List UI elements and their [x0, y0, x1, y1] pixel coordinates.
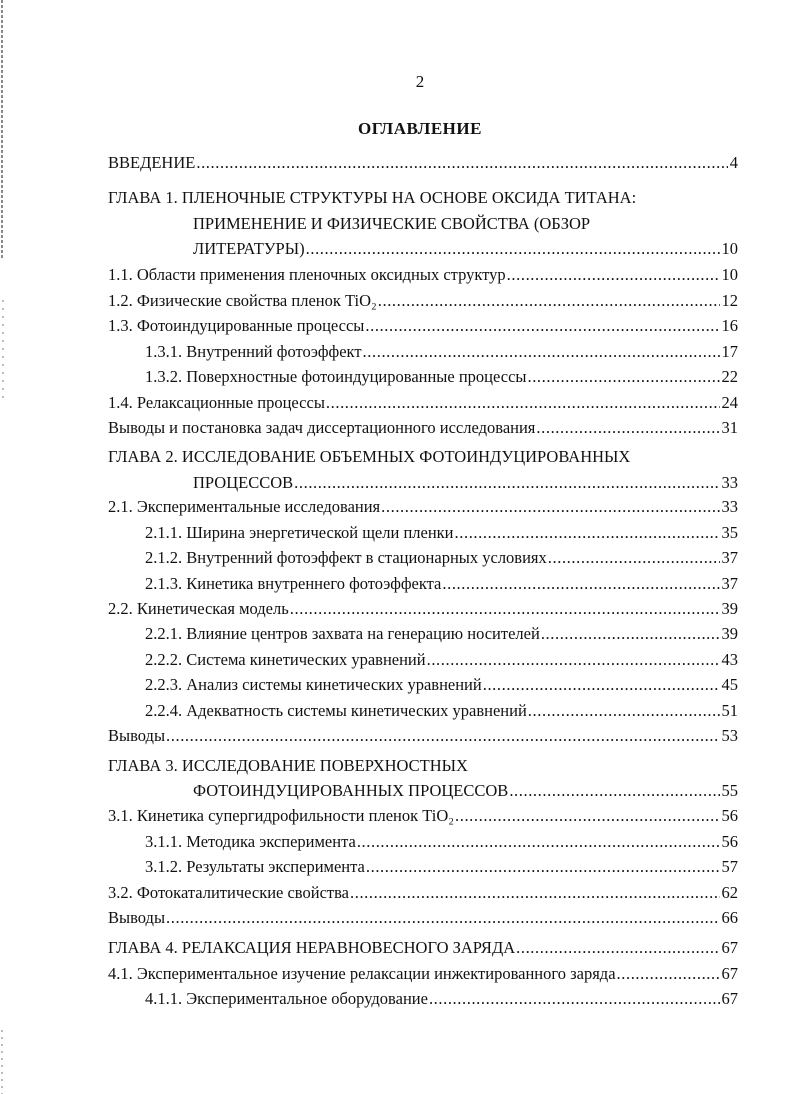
toc-entry[interactable]: 1.3.2. Поверхностные фотоиндуцированные процессы ..... 22	[145, 364, 738, 390]
toc-entry[interactable]: 2.1.2. Внутренний фотоэффект в стационарных условиях ..... 37	[145, 545, 738, 571]
toc-entry[interactable]: ГЛАВА 4. РЕЛАКСАЦИЯ НЕРАВНОВЕСНОГО ЗАРЯДА ..... 67	[108, 935, 738, 961]
toc-entry[interactable]: Выводы и постановка задач диссертационного исследования ..... 31	[108, 415, 738, 441]
toc-entry[interactable]: 2.1.3. Кинетика внутреннего фотоэффекта ..... 37	[145, 571, 738, 597]
toc-entry[interactable]: ГЛАВА 2. ИССЛЕДОВАНИЕ ОБЪЕМНЫХ ФОТОИНДУЦИРОВАННЫХ	[108, 447, 631, 466]
toc-entry[interactable]: ЛИТЕРАТУРЫ) ..... 10	[193, 236, 738, 262]
toc-entry[interactable]: 2.2.1. Влияние центров захвата на генерацию носителей ..... 39	[145, 621, 738, 647]
toc-entry[interactable]: 1.3.1. Внутренний фотоэффект ..... 17	[145, 339, 738, 365]
toc-entry[interactable]: 3.1.2. Результаты эксперимента ..... 57	[145, 854, 738, 880]
toc-entry: ПРИМЕНЕНИЕ И ФИЗИЧЕСКИЕ СВОЙСТВА (ОБЗОР	[193, 214, 591, 233]
page-number: 2	[415, 72, 425, 91]
toc-entry[interactable]: ГЛАВА 1. ПЛЕНОЧНЫЕ СТРУКТУРЫ НА ОСНОВЕ ОКСИДА ТИТАНА:	[108, 188, 637, 207]
toc-entry[interactable]: ФОТОИНДУЦИРОВАННЫХ ПРОЦЕССОВ ..... 55	[193, 778, 738, 804]
toc-entry[interactable]: 4.1. Экспериментальное изучение релаксации инжектированного заряда ..... 67	[108, 961, 738, 987]
toc-entry[interactable]: 2.1.1. Ширина энергетической щели пленки ..... 35	[145, 520, 738, 546]
toc-entry[interactable]: 3.1. Кинетика супергидрофильности пленок TiO₂ ..... 56	[108, 803, 738, 829]
toc-entry[interactable]: 2.2.4. Адекватность системы кинетических уравнений ..... 51	[145, 698, 738, 724]
scan-edge-marks	[0, 0, 8, 1094]
toc-entry[interactable]: 3.1.1. Методика эксперимента ..... 56	[145, 829, 738, 855]
toc-entry[interactable]: 2.2.3. Анализ системы кинетических уравнений ..... 45	[145, 672, 738, 698]
toc-entry[interactable]: 1.3. Фотоиндуцированные процессы ..... 16	[108, 313, 738, 339]
toc-entry[interactable]: 1.2. Физические свойства пленок TiO₂ ..... 12	[108, 288, 738, 314]
toc-entry[interactable]: 3.2. Фотокаталитические свойства ..... 62	[108, 880, 738, 906]
toc-entry[interactable]: 2.1. Экспериментальные исследования ..... 33	[108, 494, 738, 520]
toc-entry[interactable]: 1.4. Релаксационные процессы ..... 24	[108, 390, 738, 416]
toc-entry[interactable]: Выводы ..... 53	[108, 723, 738, 749]
toc-entry[interactable]: ПРОЦЕССОВ ..... 33	[193, 470, 738, 496]
toc-entry[interactable]: 2.2.2. Система кинетических уравнений ..... 43	[145, 647, 738, 673]
toc-entry[interactable]: 1.1. Области применения пленочных оксидных структур ..... 10	[108, 262, 738, 288]
toc-entry[interactable]: 2.2. Кинетическая модель ..... 39	[108, 596, 738, 622]
toc-entry[interactable]: ГЛАВА 3. ИССЛЕДОВАНИЕ ПОВЕРХНОСТНЫХ	[108, 756, 468, 775]
toc-entry[interactable]: ВВЕДЕНИЕ ..... 4	[108, 150, 738, 176]
toc-title: ОГЛАВЛЕНИЕ	[358, 119, 482, 138]
toc-entry[interactable]: Выводы ..... 66	[108, 905, 738, 931]
toc-entry[interactable]: 4.1.1. Экспериментальное оборудование ..... 67	[145, 986, 738, 1012]
